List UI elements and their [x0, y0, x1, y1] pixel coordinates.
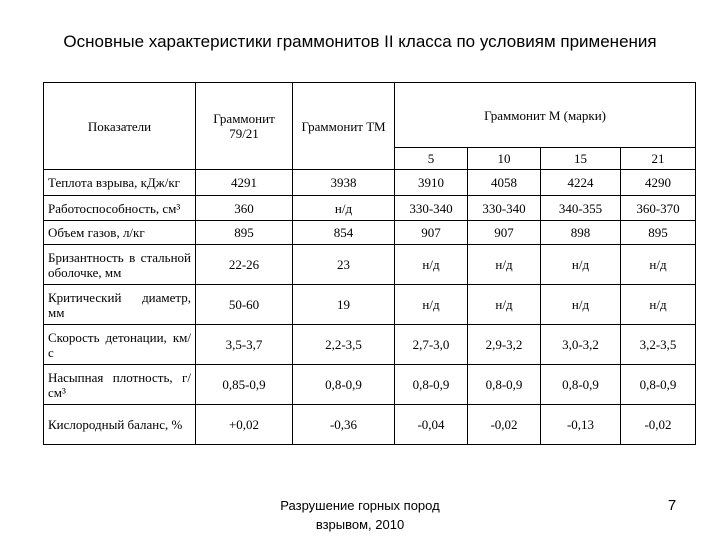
table-cell: -0,02: [468, 405, 541, 445]
row-label: Теплота взрыва, кДж/кг: [44, 170, 196, 196]
row-label: Насыпная плотность, г/см³: [44, 365, 196, 405]
header-grade: 5: [395, 148, 468, 170]
table-cell: 23: [293, 245, 395, 285]
table-cell: н/д: [541, 245, 621, 285]
row-label: Объем газов, л/кг: [44, 221, 196, 245]
row-label: Критический диаметр, мм: [44, 285, 196, 325]
slide-title: Основные характеристики граммонитов II класса по условиям применения: [63, 32, 657, 51]
table-cell: 895: [621, 221, 696, 245]
table-row: [44, 325, 696, 365]
table-row: [44, 196, 696, 221]
table-cell: 3,5-3,7: [196, 325, 293, 365]
table-row: [44, 405, 696, 445]
table-cell: н/д: [293, 196, 395, 221]
footer-line: взрывом, 2010: [315, 517, 405, 532]
table-cell: -0,36: [293, 405, 395, 445]
table-cell: 907: [468, 221, 541, 245]
table-cell: н/д: [468, 245, 541, 285]
table-cell: 22-26: [196, 245, 293, 285]
row-label: Бризантность в стальной оболочке, мм: [44, 245, 196, 285]
table-cell: 3910: [395, 170, 468, 196]
table-cell: н/д: [395, 285, 468, 325]
table-cell: н/д: [395, 245, 468, 285]
header-gram-tm: Граммонит ТМ: [293, 83, 395, 170]
table-cell: 50-60: [196, 285, 293, 325]
table-cell: 4224: [541, 170, 621, 196]
table-cell: 4058: [468, 170, 541, 196]
table-cell: 0,8-0,9: [395, 365, 468, 405]
table-cell: -0,13: [541, 405, 621, 445]
table-cell: 0,8-0,9: [293, 365, 395, 405]
table-row: [44, 221, 696, 245]
header-gram-79-21: Граммонит 79/21: [196, 83, 293, 170]
table-cell: 340-355: [541, 196, 621, 221]
header-gram-m: Граммонит М (марки): [395, 83, 696, 148]
table-cell: 0,8-0,9: [541, 365, 621, 405]
table-row: [44, 170, 696, 196]
table-cell: 19: [293, 285, 395, 325]
table-cell: 2,9-3,2: [468, 325, 541, 365]
table-cell: 0,8-0,9: [621, 365, 696, 405]
table-cell: 4291: [196, 170, 293, 196]
table-cell: н/д: [621, 285, 696, 325]
table-cell: 898: [541, 221, 621, 245]
table-cell: 3,2-3,5: [621, 325, 696, 365]
table-cell: 2,2-3,5: [293, 325, 395, 365]
header-grade: 15: [541, 148, 621, 170]
page-number: 7: [667, 497, 677, 514]
characteristics-table: [43, 82, 696, 445]
header-grade: 21: [621, 148, 696, 170]
header-grade: 10: [468, 148, 541, 170]
table-cell: 330-340: [395, 196, 468, 221]
table-cell: 0,8-0,9: [468, 365, 541, 405]
header-row: [44, 83, 696, 148]
row-label: Кислородный баланс, %: [44, 405, 196, 445]
table-cell: 2,7-3,0: [395, 325, 468, 365]
table-cell: н/д: [621, 245, 696, 285]
table-cell: +0,02: [196, 405, 293, 445]
table-cell: 0,85-0,9: [196, 365, 293, 405]
table-row: [44, 365, 696, 405]
table-cell: -0,02: [621, 405, 696, 445]
table-row: [44, 285, 696, 325]
footer-caption: [240, 496, 480, 534]
table-cell: 907: [395, 221, 468, 245]
table-cell: -0,04: [395, 405, 468, 445]
footer-line: Разрушение горных пород: [280, 498, 440, 513]
table-cell: 3,0-3,2: [541, 325, 621, 365]
table-cell: 330-340: [468, 196, 541, 221]
table-cell: н/д: [541, 285, 621, 325]
table-cell: 895: [196, 221, 293, 245]
table-cell: н/д: [468, 285, 541, 325]
table-row: [44, 245, 696, 285]
header-param: Показатели: [44, 83, 196, 170]
table-cell: 3938: [293, 170, 395, 196]
row-label: Скорость детонации, км/с: [44, 325, 196, 365]
table-cell: 360-370: [621, 196, 696, 221]
table-cell: 854: [293, 221, 395, 245]
table-cell: 360: [196, 196, 293, 221]
table-cell: 4290: [621, 170, 696, 196]
row-label: Работоспособность, см³: [44, 196, 196, 221]
